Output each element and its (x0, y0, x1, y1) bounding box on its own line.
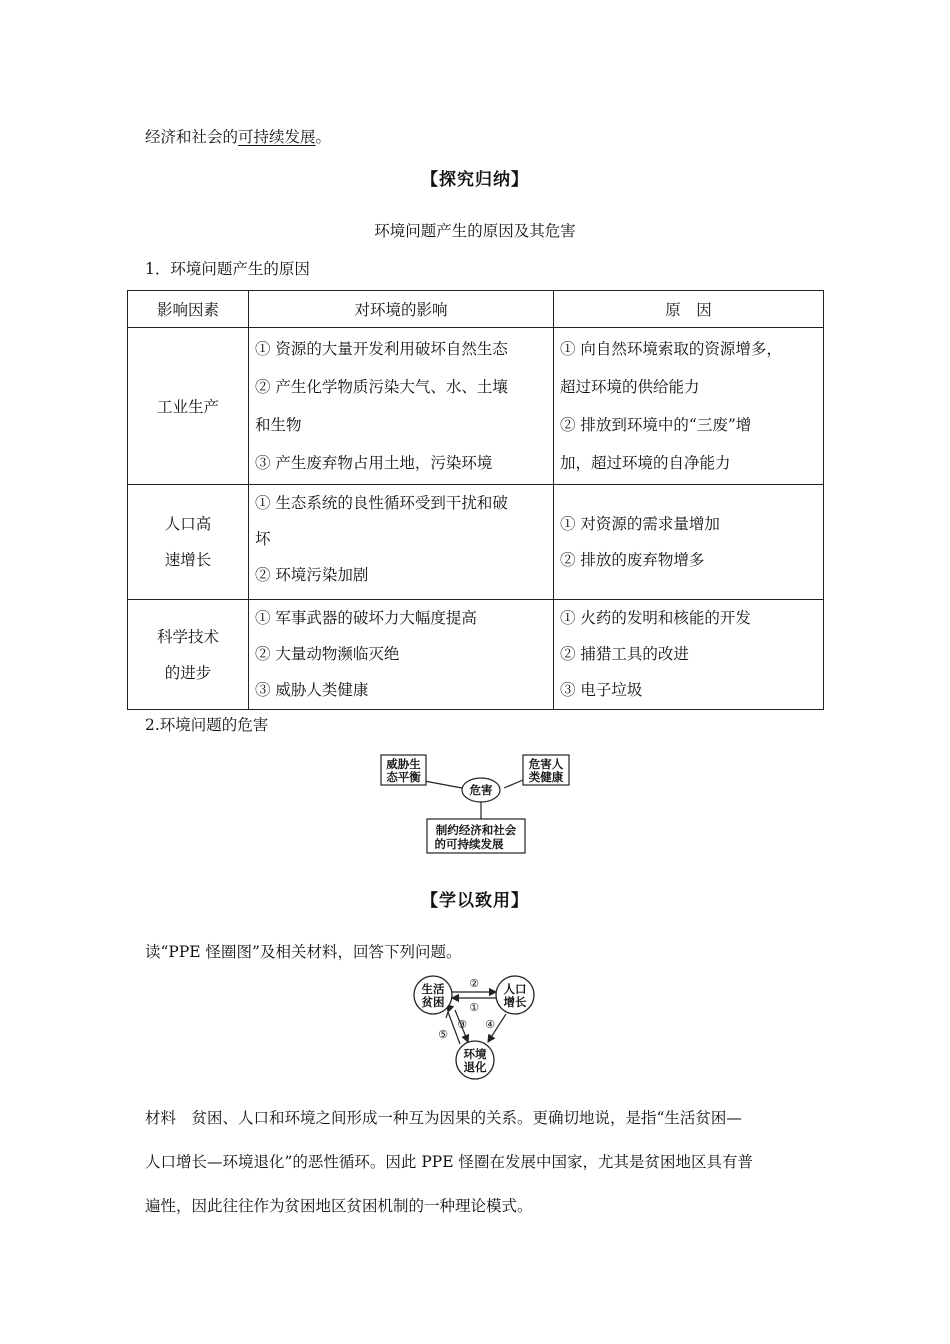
cause-line: ② 排放的废弃物增多 (560, 551, 705, 569)
cause-line: ① 火药的发明和核能的开发 (560, 609, 751, 627)
material-line: 人口增长—环境退化”的恶性循环。因此 PPE 怪圈在发展中国家，尤其是贫困地区具有普 (145, 1153, 753, 1171)
harm-diagram (370, 750, 580, 860)
row-factor (128, 485, 249, 600)
right-label-line: 类健康 (528, 770, 564, 784)
row-factor (128, 328, 249, 485)
cause-line: ① 向自然环境索取的资源增多， (560, 340, 782, 358)
population-label: 人口 (503, 982, 527, 996)
effect-line: ① 军事武器的破坏力大幅度提高 (255, 609, 477, 627)
cause-line: ② 排放到环境中的“三废”增 (560, 416, 752, 434)
row-effects (249, 485, 554, 600)
row-causes (554, 600, 824, 710)
center-label: 危害 (469, 783, 493, 797)
connector-right (504, 780, 523, 788)
section-heading-explore: 【探究归纳】 (421, 170, 529, 190)
row-causes (554, 328, 824, 485)
material-line: 材料 贫困、人口和环境之间形成一种互为因果的关系。更确切地说，是指“生活贫困— (145, 1109, 742, 1127)
cause-line: ② 捕猎工具的改进 (560, 645, 689, 663)
table-row (128, 485, 824, 600)
effect-line: 坏 (255, 530, 271, 548)
bottom-label-line: 的可持续发展 (434, 837, 504, 851)
factor-line: 速增长 (164, 551, 212, 569)
poverty-label: 贫困 (421, 995, 445, 1009)
population-label: 增长 (503, 995, 527, 1009)
poverty-label: 生活 (421, 982, 445, 996)
intro-suffix: 。 (315, 128, 332, 146)
row-factor (128, 600, 249, 710)
section-subtitle: 环境问题产生的原因及其危害 (374, 222, 576, 240)
bottom-label-line: 制约经济和社会 (435, 823, 517, 837)
environment-label: 退化 (463, 1060, 487, 1074)
row-effects (249, 328, 554, 485)
cause-line: 加，超过环境的自净能力 (560, 454, 731, 472)
question-text: 读“PPE 怪圈图”及相关材料，回答下列问题。 (145, 943, 462, 961)
arrow-5 (446, 1012, 448, 1018)
section-heading-apply: 【学以致用】 (421, 891, 529, 911)
effect-line: ② 大量动物濒临灭绝 (255, 645, 400, 663)
cause-line: ① 对资源的需求量增加 (560, 515, 720, 533)
effect-line: ③ 威胁人类健康 (255, 681, 369, 699)
factor-line: 工业生产 (156, 398, 219, 416)
cause-line: 超过环境的供给能力 (560, 378, 700, 396)
arrow-label-4: ④ (485, 1018, 495, 1031)
header-cause: 原 因 (554, 291, 824, 328)
item2-title: 2.环境问题的危害 (145, 716, 269, 734)
effect-line: ② 环境污染加剧 (255, 566, 369, 584)
arrow-label-2: ② (469, 977, 479, 990)
factor-line: 科学技术 (156, 627, 219, 646)
item1-title: 1．环境问题产生的原因 (145, 260, 310, 278)
cause-line: ③ 电子垃圾 (560, 681, 643, 699)
arrow-label-5: ⑤ (438, 1028, 448, 1041)
effect-line: ① 生态系统的良性循环受到干扰和破 (255, 494, 508, 512)
row-effects (249, 600, 554, 710)
header-factor: 影响因素 (128, 291, 249, 328)
ppe-diagram (410, 970, 550, 1085)
intro-text (145, 126, 331, 148)
environment-label: 环境 (463, 1047, 487, 1061)
effect-line: ③ 产生废弃物占用土地，污染环境 (255, 454, 493, 472)
effect-line: ① 资源的大量开发利用破坏自然生态 (255, 340, 508, 358)
intro-prefix: 经济和社会的 (145, 128, 239, 146)
right-label-line: 危害人 (528, 757, 564, 771)
effect-line: ② 产生化学物质污染大气、水、土壤 (255, 378, 508, 396)
table-row (128, 600, 824, 710)
table-header-row (128, 291, 824, 328)
material-paragraph (145, 1096, 815, 1228)
effect-line: 和生物 (255, 416, 302, 434)
factor-line: 人口高 (164, 515, 212, 533)
table-row (128, 328, 824, 485)
arrow-label-3: ③ (457, 1018, 467, 1031)
material-line: 遍性，因此往往作为贫困地区贫困机制的一种理论模式。 (145, 1197, 533, 1215)
header-effect: 对环境的影响 (249, 291, 554, 328)
row-causes (554, 485, 824, 600)
left-label-line: 态平衡 (386, 770, 421, 784)
causes-table (127, 290, 824, 710)
left-label-line: 威胁生 (386, 757, 421, 771)
arrow-label-1: ① (469, 1001, 479, 1014)
factor-line: 的进步 (164, 663, 212, 682)
intro-underlined: 可持续发展 (238, 128, 316, 146)
